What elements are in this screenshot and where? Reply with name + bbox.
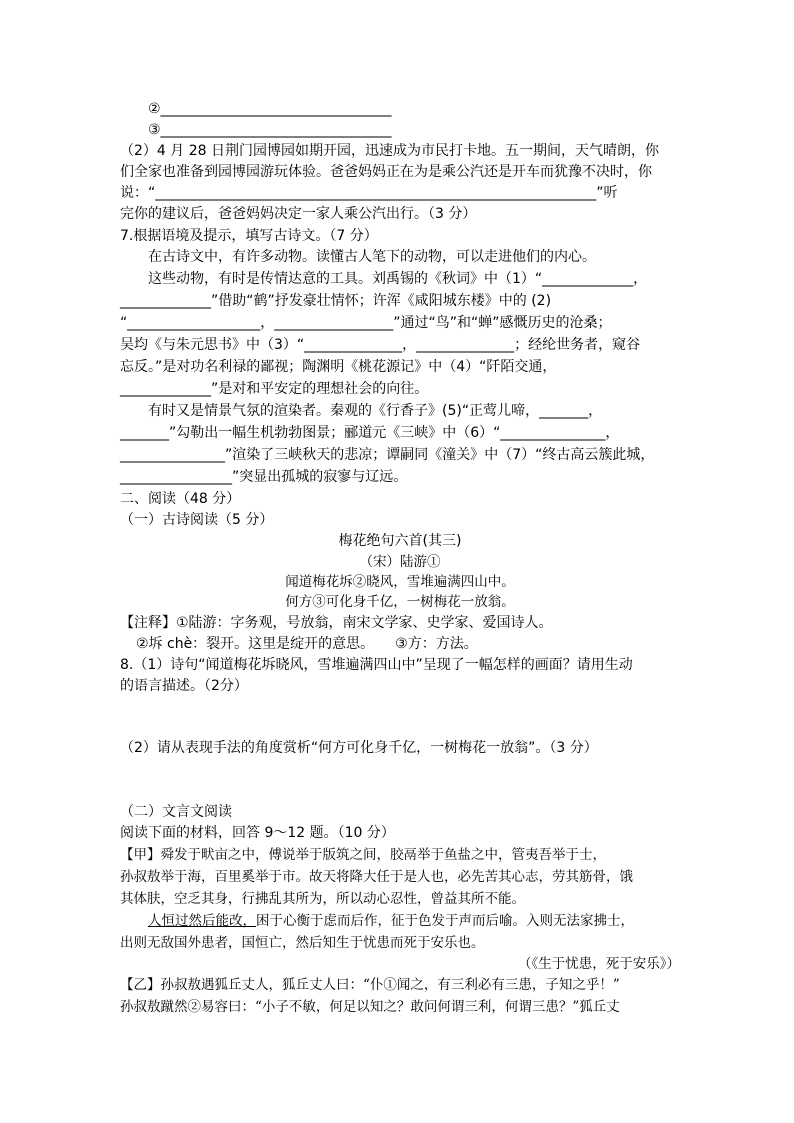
paragraph-line: ________________”突显出孤城的寂寥与辽远。 — [120, 469, 408, 485]
answer-blank-2[interactable]: ②_________________________________ — [148, 101, 392, 117]
paragraph-line: _____________”是对和平安定的理想社会的向往。 — [120, 381, 429, 397]
classical-text-line: 孙叔敖举于海，百里奚举于市。故天将降大任于是人也，必先苦其心志，劳其筋骨，饿 — [120, 869, 633, 885]
question-line: 完你的建议后，爸爸妈妈决定一家人乘公汽出行。（3 分） — [120, 206, 477, 222]
source-citation: （《生于忧患，死于安乐》） — [518, 956, 680, 972]
poem-title: 梅花绝句六首(其三) — [338, 533, 462, 549]
section-heading: 二、阅读（48 分） — [120, 491, 241, 507]
classical-text-segment: 困于心衡于虑而后作，征于色发于声而后喻。入则无法家拂士， — [256, 913, 634, 929]
paragraph-line: 吴均《与朱元思书》中（3）“______________，______________；经纶世务者，窥谷 — [120, 337, 641, 353]
paragraph-line: _____________”借助“鹤”抒发豪壮情怀；许浑《咸阳城东楼》中的 (2) — [120, 293, 552, 309]
paragraph-line: 这些动物，有时是传情达意的工具。刘禹锡的《秋词》中（1）“_____________， — [148, 271, 648, 287]
paragraph-line: 忘反。”是对功名利禄的鄙视；陶渊明《桃花源记》中（4）“阡陌交通， — [120, 359, 557, 375]
poem-line: 闻道梅花坼②晓风，雪堆遍满四山中。 — [285, 574, 515, 590]
paragraph-line: “___________________，_________________”通过“鸟”和“蝉”感慨历史的沧桑； — [120, 315, 612, 331]
annotation-line: ②坼 chè：裂开。这里是绽开的意思。 ③方：方法。 — [136, 636, 478, 652]
poem-author: （宋）陆游① — [359, 554, 441, 570]
paragraph-line: 有时又是情景气氛的渲染者。秦观的《行香子》(5)“正莺儿啼，_______， — [148, 403, 603, 419]
classical-text-line: 【乙】孙叔敖遇狐丘丈人，狐丘丈人曰：“仆①闻之，有三利必有三患，子知之乎！” — [120, 977, 620, 993]
question-line: （2）4 月 28 日荆门园博园如期开园，迅速成为市民打卡地。五一期间，天气晴朗，你 — [120, 143, 659, 159]
classical-text-line: 孙叔敖蹴然②易容曰：“小子不敏，何足以知之？敢问何谓三利，何谓三患？”狐丘丈 — [120, 999, 620, 1015]
paragraph-line: _______”勾勒出一幅生机勃勃图景；郦道元《三峡》中（6）“_______________， — [120, 425, 620, 441]
classical-text-line: 【甲】舜发于畎亩之中，傅说举于版筑之间，胶鬲举于鱼盐之中，管夷吾举于士， — [120, 847, 606, 863]
answer-blank-3[interactable]: ③_________________________________ — [148, 122, 392, 138]
question-line: 们全家也准备到园博园游玩体验。爸爸妈妈正在为是乘公汽还是开车而犹豫不决时，你 — [120, 164, 652, 180]
classical-text-line: 其体肤，空乏其身，行拂乱其所为，所以动心忍性，曾益其所不能。 — [120, 891, 525, 907]
underlined-sentence: 人恒过然后能改， — [148, 913, 256, 929]
instruction-line: 阅读下面的材料，回答 9～12 题。（10 分） — [120, 825, 395, 841]
paragraph-line: 在古诗文中，有许多动物。读懂古人笔下的动物，可以走进他们的内心。 — [148, 249, 596, 265]
paragraph-line: _______________”渲染了三峡秋天的悲凉；谭嗣同《潼关》中（7）“终古高云簇此城， — [120, 447, 655, 463]
annotation-line: 【注释】①陆游：字务观，号放翁，南宋文学家、史学家、爱国诗人。 — [120, 615, 553, 631]
answer-blank-suggestion[interactable]: 说：“_______________________________________________________________”听 — [120, 185, 618, 201]
question-7-title: 7.根据语境及提示，填写古诗文。（7 分） — [120, 228, 378, 244]
question-8-1: 8.（1）诗句“闻道梅花坼晓风，雪堆遍满四山中”呈现了一幅怎样的画面？请用生动 — [120, 657, 633, 673]
question-8-2: （2）请从表现手法的角度赏析“何方可化身千亿，一树梅花一放翁”。（3 分） — [120, 740, 598, 756]
subsection-heading: （二）文言文阅读 — [120, 804, 232, 820]
subsection-heading: （一）古诗阅读（5 分） — [120, 512, 274, 528]
poem-line: 何方③可化身千亿，一树梅花一放翁。 — [285, 594, 515, 610]
classical-text-line: 出则无敌国外患者，国恒亡，然后知生于忧患而死于安乐也。 — [120, 935, 485, 951]
question-8-1-cont: 的语言描述。（2分） — [120, 678, 248, 694]
classical-text-line — [148, 912, 708, 930]
